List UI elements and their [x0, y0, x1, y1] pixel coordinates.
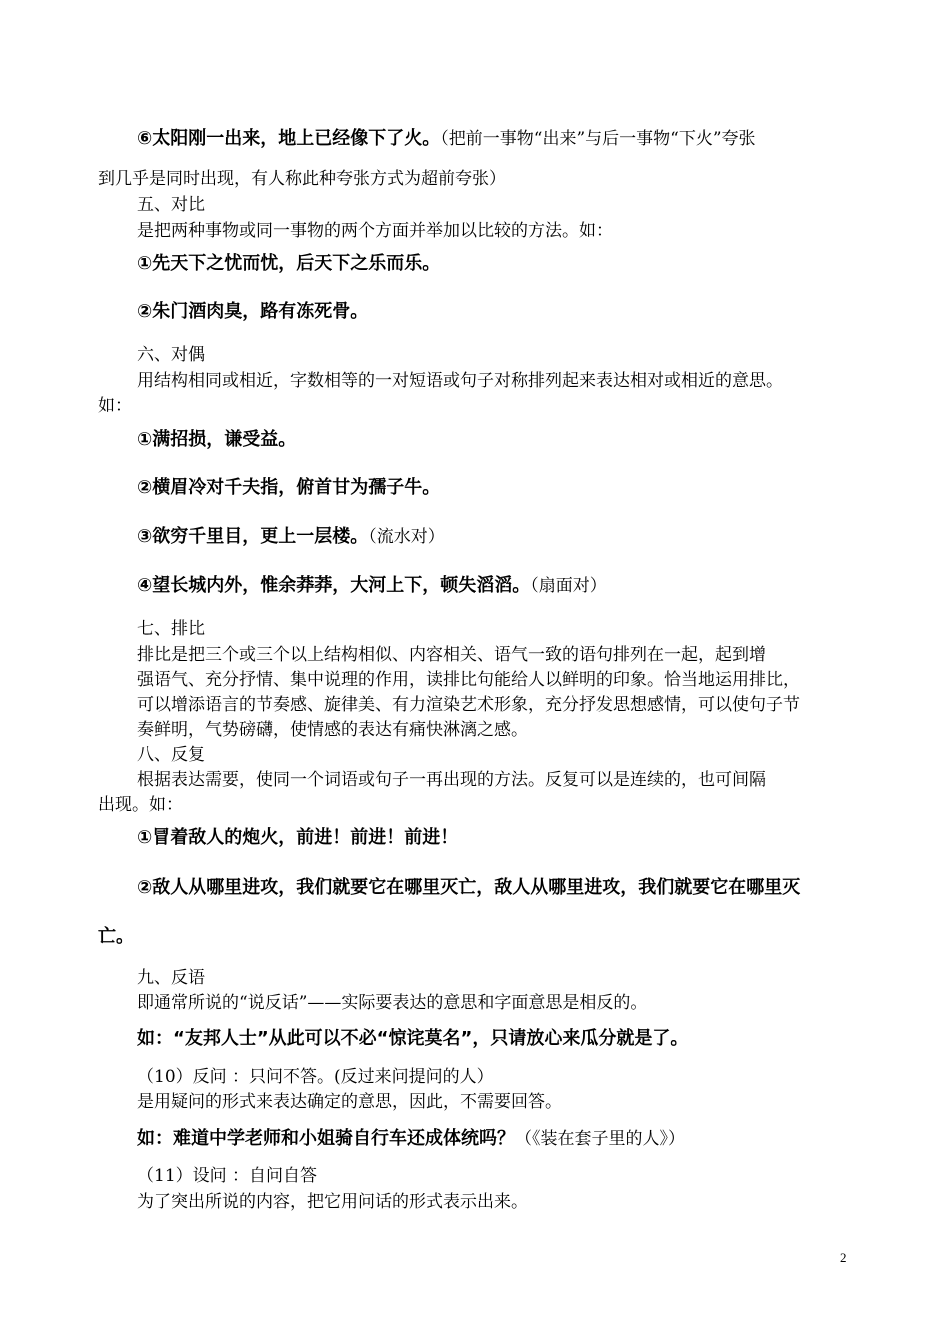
example-line: ③欲穷千里目，更上一层楼。（流水对）: [137, 526, 445, 547]
page-number: 2: [840, 1250, 847, 1265]
example-line: ①满招损，谦受益。: [137, 429, 297, 450]
section-heading: 七、排比: [137, 619, 205, 639]
example-line: ②横眉冷对千夫指，俯首甘为孺子牛。: [137, 477, 441, 498]
section-heading: （11）设问 ：自问自答: [137, 1166, 318, 1186]
example-line: 如：难道中学老师和小姐骑自行车还成体统吗？（《装在套子里的人》）: [137, 1128, 685, 1149]
example-line: ①冒着敌人的炮火，前进！前进！前进！: [137, 827, 459, 848]
example-line: ④望长城内外，惟余莽莽，大河上下，顿失滔滔。（扇面对）: [137, 575, 607, 596]
text-line: 排比是把三个或三个以上结构相似、内容相关、语气一致的语句排列在一起，起到增: [137, 645, 766, 665]
text-line: 用结构相同或相近，字数相等的一对短语或句子对称排列起来表达相对或相近的意思。: [137, 371, 783, 391]
text-line: 是用疑问的形式来表达确定的意思，因此，不需要回答。: [137, 1092, 562, 1112]
example-line: ②敌人从哪里进攻，我们就要它在哪里灭亡，敌人从哪里进攻，我们就要它在哪里灭: [137, 877, 801, 898]
text-line: 如：: [98, 396, 132, 416]
section-heading: 五、对比: [137, 195, 205, 215]
text-line: ⑥太阳刚一出来，地上已经像下了火。（把前一事物“出来”与后一事物“下火”夸张: [137, 128, 756, 149]
section-heading: 八、反复: [137, 745, 205, 765]
text-line: 强语气、充分抒情、集中说理的作用，读排比句能给人以鲜明的印象。恰当地运用排比，: [137, 670, 800, 690]
text-line: 可以增添语言的节奏感、旋律美、有力渲染艺术形象，充分抒发思想感情，可以使句子节: [137, 695, 800, 715]
text-line: 奏鲜明，气势磅礴，使情感的表达有痛快淋漓之感。: [137, 720, 528, 740]
example-line: ②朱门酒肉臭，路有冻死骨。: [137, 301, 369, 322]
example-line: 亡。: [98, 926, 134, 947]
text-line: 出现。如：: [98, 795, 183, 815]
example-line: 如：“友邦人士”从此可以不必“惊诧莫名”，只请放心来瓜分就是了。: [137, 1028, 689, 1049]
section-heading: 九、反语: [137, 968, 205, 988]
example-line: ①先天下之忧而忧，后天下之乐而乐。: [137, 253, 441, 274]
text-line: 即通常所说的“说反话”——实际要表达的意思和字面意思是相反的。: [137, 993, 648, 1013]
section-heading: 六、对偶: [137, 345, 205, 365]
text-line: 是把两种事物或同一事物的两个方面并举加以比较的方法。如：: [137, 221, 613, 241]
section-heading: （10）反问 ：只问不答。(反过来问提问的人）: [137, 1067, 494, 1087]
text-line: 到几乎是同时出现，有人称此种夸张方式为超前夸张）: [98, 169, 506, 189]
text-line: 根据表达需要，使同一个词语或句子一再出现的方法。反复可以是连续的，也可间隔: [137, 770, 766, 790]
text-line: 为了突出所说的内容，把它用问话的形式表示出来。: [137, 1192, 528, 1212]
